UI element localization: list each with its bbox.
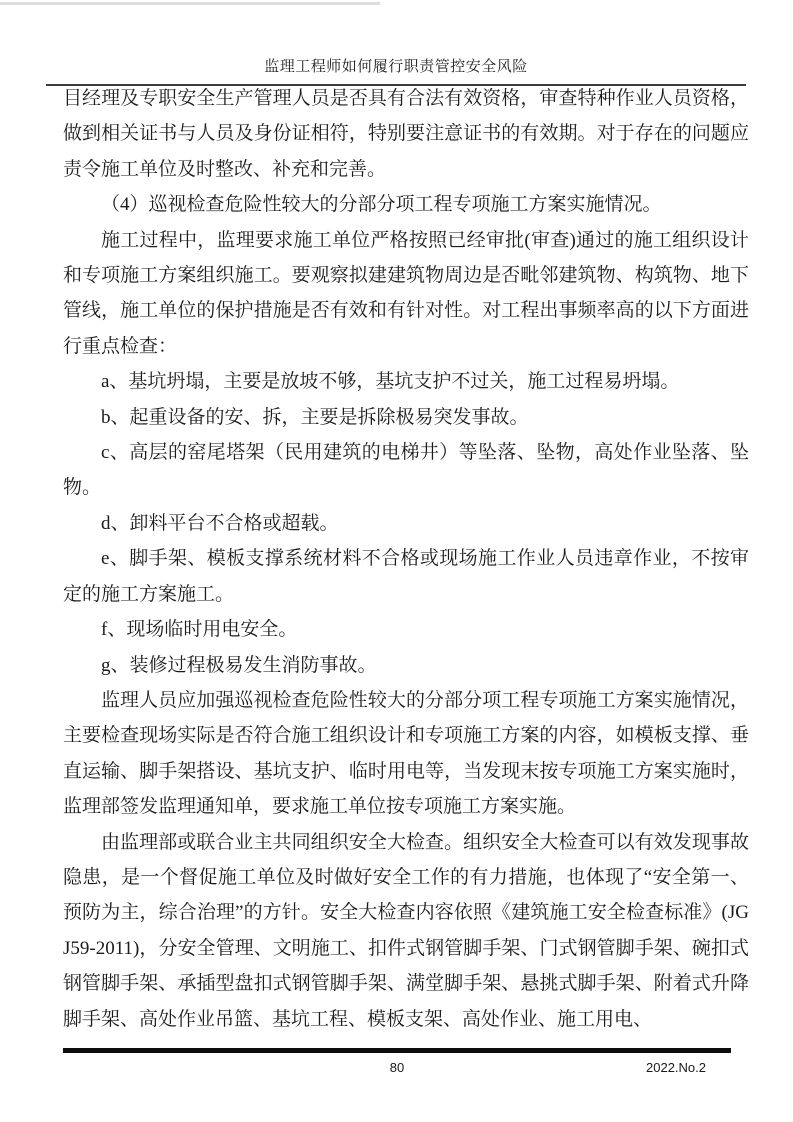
paragraph-supervision-patrol: 监理人员应加强巡视检查危险性较大的分部分项工程专项施工方案实施情况，主要检查现场实际是否符合施工组织设计和专项施工方案的内容，如模板支撑、垂直运输、脚手架搭设、基坑支护、临时用电等，当发现末按专项施工方案实施时，监理部签发监理通知单，要求施工单位按专项施工方案实施。: [63, 689, 749, 818]
list-item-e: e、脚手架、模板支撑系统材料不合格或现场施工作业人员违章作业，不按审定的施工方案施工。: [63, 548, 749, 605]
list-item-c: c、高层的窑尾塔架（民用建筑的电梯井）等坠落、坠物，高处作业坠落、坠物。: [63, 442, 749, 499]
scan-artifact-top: [0, 2, 380, 5]
running-header-title: 监理工程师如何履行职责管控安全风险: [264, 59, 528, 75]
paragraph-safety-inspection: 由监理部或联合业主共同组织安全大检查。组织安全大检查可以有效发现事故隐患，是一个督促施工单位及时做好安全工作的有力措施，也体现了“安全第一、预防为主，综合治理”的方针。安全大检查内容依照《建筑施工安全检查标准》(JGJ59-2011)，分安全管理、文明施工、扣件式钢管脚手架、门式钢管脚手架、碗扣式钢管脚手架、承插型盘扣式钢管脚手架、满堂脚手架、悬挑式脚手架、附着式升降脚手架、高处作业吊篮、基坑工程、模板支架、高处作业、施工用电、: [63, 831, 749, 1030]
page-footer: [63, 1048, 731, 1075]
paragraph-construction-process: 施工过程中，监理要求施工单位严格按照已经审批(审查)通过的施工组织设计和专项施工方案组织施工。要观察拟建建筑物周边是否毗邻建筑物、构筑物、地下管线，施工单位的保护措施是否有效和有针对性。对工程出事频率高的以下方面进行重点检查：: [63, 229, 749, 357]
document-body: [63, 81, 749, 1037]
list-item-g: g、装修过程极易发生消防事故。: [101, 654, 377, 676]
list-item-a: a、基坑坍塌，主要是放坡不够，基坑支护不过关，施工过程易坍塌。: [101, 371, 680, 393]
list-item-b: b、起重设备的安、拆，主要是拆除极易突发事故。: [101, 406, 529, 428]
page-number: 80: [389, 1060, 405, 1075]
list-item-f: f、现场临时用电安全。: [101, 619, 298, 641]
list-item-d: d、卸料平台不合格或超载。: [101, 512, 339, 534]
issue-number: 2022.No.2: [646, 1060, 706, 1075]
paragraph-continuation: 目经理及专职安全生产管理人员是否具有合法有效资格，审查特种作业人员资格，做到相关证书与人员及身份证相符，特别要注意证书的有效期。对于存在的问题应责令施工单位及时整改、补充和完善。: [63, 88, 749, 180]
paragraph-item-4-heading: （4）巡视检查危险性较大的分部分项工程专项施工方案实施情况。: [101, 194, 662, 216]
